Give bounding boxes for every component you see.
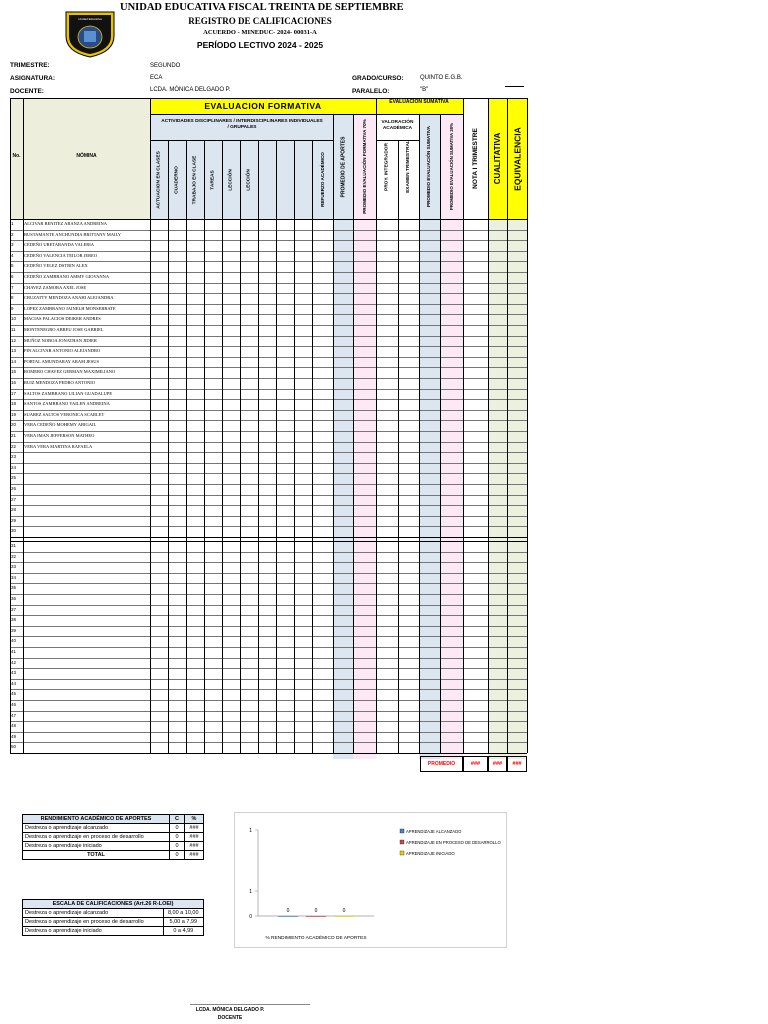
- student-name: CEDEÑO VALENCIA TEILOR JEREO: [24, 252, 98, 258]
- grid-hline: [10, 753, 527, 754]
- row-number: 30: [11, 528, 17, 534]
- col-integrator-header: PROY. INTEGRADOR: [384, 142, 389, 191]
- chart-legend-swatch: [400, 829, 404, 833]
- grid-hline: [10, 658, 527, 659]
- grid-hline: [10, 583, 527, 584]
- row-number: 44: [11, 680, 17, 686]
- teacher-label: DOCENTE:: [10, 88, 44, 95]
- scale-row: Destreza o aprendizaje alcanzado 8,00 a 10,00: [23, 909, 204, 918]
- row-number: 47: [11, 712, 17, 718]
- grid-hline: [10, 689, 527, 690]
- student-name: PORTAL AMUNDARAY ARAM JESUS: [24, 358, 100, 364]
- signature-name: LCDA. MÓNICA DELGADO P.: [195, 1007, 265, 1013]
- grid-vline: [398, 140, 399, 753]
- performance-row: Destreza o aprendizaje en proceso de desarrollo 0 ###: [23, 833, 204, 842]
- grid-hline: [10, 573, 527, 574]
- chart-legend-swatch: [400, 851, 404, 855]
- col-leccion2-header: LECCIÓN: [246, 168, 251, 191]
- col-actuacion-header: ACTUACION EN CLASES: [156, 150, 161, 209]
- scale-row: Destreza o aprendizaje iniciado 0 a 4,99: [23, 927, 204, 936]
- trimester-value: SEGUNDO: [150, 63, 181, 69]
- col-leccion1-header: LECCIÓN: [228, 168, 233, 191]
- grid-vline: [168, 140, 169, 753]
- grid-hline: [10, 495, 527, 496]
- grid-vline: [222, 140, 223, 753]
- svg-text:Unidad Educativa: Unidad Educativa: [78, 17, 102, 21]
- performance-col-pct: %: [185, 815, 204, 824]
- student-name: ROMERO CHAVEZ GERMAN MAXIMILIANO: [24, 369, 116, 375]
- grid-hline: [10, 605, 527, 606]
- period-text: PERÍODO LECTIVO 2024 - 2025: [196, 40, 324, 50]
- grid-hline: [10, 541, 527, 542]
- grid-hline: [10, 679, 527, 680]
- row-number: 1: [11, 221, 14, 226]
- scale-table: [22, 899, 204, 936]
- grid-hline: [10, 626, 527, 627]
- academic-valuation-header: VALORACIÓN ACADÉMICA: [381, 120, 414, 131]
- grade-label: GRADO/CURSO:: [352, 75, 404, 82]
- row-number: 42: [11, 659, 17, 665]
- performance-row: Destreza o aprendizaje iniciado 0 ###: [23, 842, 204, 851]
- row-number: 6: [11, 274, 14, 279]
- row-number: 4: [11, 252, 14, 258]
- trimester-label: TRIMESTRE:: [10, 62, 50, 69]
- row-number: 37: [11, 606, 17, 612]
- grid-vline: [186, 140, 187, 753]
- grid-hline: [10, 711, 527, 712]
- average-qualitative-value: ###: [488, 756, 507, 772]
- grid-vline: [376, 114, 377, 753]
- row-number: 19: [11, 411, 17, 417]
- chart-y-tick: 0: [249, 914, 252, 920]
- average-term-value: ###: [463, 756, 488, 772]
- teacher-value: LCDA. MÓNICA DELGADO P.: [150, 87, 231, 93]
- average-equivalence-value: ###: [507, 756, 527, 772]
- grid-hline: [10, 742, 527, 743]
- col-cuaderno-header: CUADERNO: [174, 165, 179, 194]
- grid-vline: [240, 140, 241, 753]
- signature-line: [190, 1004, 310, 1005]
- grid-vline: [419, 114, 420, 753]
- row-number: 25: [11, 475, 17, 481]
- grid-hline: [10, 647, 527, 648]
- chart-y-tick: 1: [249, 828, 252, 834]
- grid-vline: [294, 140, 295, 753]
- row-number: 21: [11, 433, 17, 438]
- grid-vline: [204, 140, 205, 753]
- row-number: 22: [11, 443, 17, 449]
- performance-col-c: C: [170, 815, 185, 824]
- row-number: 27: [11, 496, 17, 502]
- row-number: 16: [11, 380, 17, 385]
- nomina-header: NÓMINA: [76, 153, 97, 159]
- row-number: 41: [11, 649, 17, 654]
- grid-hline: [10, 452, 527, 453]
- chart-legend-swatch: [400, 840, 404, 844]
- grade-value: QUINTO E.G.B.: [420, 75, 463, 81]
- formative-title: EVALUACION FORMATIVA: [204, 101, 322, 111]
- performance-total-row: TOTAL 0 ###: [23, 851, 204, 860]
- chart-y-tick: 1: [249, 889, 252, 895]
- row-number: 13: [11, 348, 17, 354]
- student-name: CEDEÑO VELEZ DSTBIN ALEX: [24, 263, 88, 269]
- chart-data-label: 0: [314, 908, 318, 914]
- student-name: MUÑOZ NOBOA JONATHAN JIDIER: [24, 337, 97, 343]
- row-number: 12: [11, 337, 17, 343]
- agreement-text: ACUERDO - MINEDUC- 2024- 00031-A: [203, 29, 317, 36]
- grid-vline: [258, 140, 259, 753]
- student-name: VERA IMAN JEFFERSON MATHEO: [24, 433, 95, 438]
- row-number: 46: [11, 702, 17, 707]
- grid-hline: [10, 473, 527, 474]
- chart-legend-label: APRENDIZAJE INICIADO: [406, 851, 455, 856]
- grid-vline: [440, 114, 441, 753]
- student-name: CRUZATTY MENDOZA ANAHI ALEJANDRA: [24, 295, 114, 301]
- grid-hline: [10, 562, 527, 563]
- row-number: 48: [11, 723, 17, 729]
- row-number: 5: [11, 263, 14, 269]
- chart-data-label: 0: [286, 908, 290, 914]
- grid-hline: [10, 505, 527, 506]
- col-equivalence-header: EQUIVALENCIA: [512, 126, 522, 191]
- row-number: 39: [11, 627, 17, 633]
- row-number: 2: [11, 231, 14, 237]
- chart-bar: [306, 916, 326, 917]
- header-underline: [505, 86, 524, 87]
- student-name: VERA CEDEÑO MOHEMY ABIGAIL: [24, 422, 97, 428]
- row-number: 38: [11, 617, 17, 623]
- chart-title: % RENDIMIENTO ACADÉMICO DE APORTES: [265, 936, 367, 941]
- student-name: LOPEZ ZAMBRANO JAINELH MONSERRATE: [24, 305, 116, 311]
- row-number: 14: [11, 358, 17, 364]
- col-trabajo-header: TRABAJO EN CLASE: [192, 155, 197, 204]
- signature-role: DOCENTE: [217, 1015, 243, 1021]
- no-header: No.: [12, 153, 21, 159]
- student-name: RUIZ MENDOZA PEDRO ANTONIO: [24, 380, 96, 385]
- col-qualitative-header: CUALITATIVA: [493, 132, 502, 185]
- grid-vline: [463, 98, 464, 753]
- scale-row: Destreza o aprendizaje en proceso de desarrollo 5,00 a 7,99: [23, 918, 204, 927]
- grid-hline: [10, 721, 527, 722]
- summative-title: EVALUACION SUMATIVA: [389, 99, 449, 105]
- student-name: ALCIVAR BENITEZ ARANZA ANDREINA: [24, 221, 108, 226]
- grid-hline: [10, 484, 527, 485]
- row-number: 10: [11, 316, 17, 322]
- row-number: 20: [11, 422, 17, 428]
- grid-hline: [150, 140, 334, 141]
- col-tareas-header: TAREAS: [210, 169, 215, 190]
- grid-vline: [353, 114, 354, 753]
- grades-table: [10, 98, 527, 767]
- row-number: 40: [11, 638, 17, 644]
- performance-table: [22, 814, 204, 860]
- row-number: 35: [11, 585, 17, 591]
- col-avg-summative-header: PROMEDIO EVALUACIÓN SUMATIVA: [426, 126, 432, 207]
- student-name: BUSTAMANTE ANCHUNDIA BRITTANY MAILY: [24, 231, 122, 237]
- student-name: CEDEÑO URETABANDA VALERIA: [24, 242, 94, 248]
- grid-hline: [10, 732, 527, 733]
- grid-hline: [10, 537, 527, 538]
- grid-vline: [150, 98, 151, 753]
- grid-hline: [10, 98, 527, 99]
- row-number: 7: [11, 284, 14, 290]
- student-name: MONTENEGRO ABREU JOSE GABRIEL: [24, 327, 104, 332]
- grid-hline: [10, 700, 527, 701]
- row-number: 17: [11, 390, 17, 396]
- grid-vline: [312, 140, 313, 753]
- row-number: 34: [11, 574, 17, 580]
- grid-hline: [150, 114, 463, 115]
- row-number: 43: [11, 670, 17, 676]
- row-number: 11: [11, 327, 16, 332]
- row-number: 50: [11, 744, 17, 750]
- grid-hline: [10, 668, 527, 669]
- row-number: 28: [11, 507, 17, 513]
- row-number: 9: [11, 305, 14, 311]
- row-number: 31: [11, 543, 17, 548]
- school-logo-icon: [64, 10, 116, 58]
- row-number: 3: [11, 242, 14, 248]
- col-exam-header: EXAMEN TRIMESTRAL: [406, 140, 411, 193]
- student-name: SUAREZ SALTOS VERONICA SCARLET: [24, 411, 105, 417]
- student-name: SALTOS ZAMBRANO LILIAN GUADALUPE: [24, 390, 113, 396]
- grid-vline: [376, 98, 377, 114]
- student-name: PIN ALCIVAR ANTONIO ALEJANDRO: [24, 348, 101, 354]
- institution-title: UNIDAD EDUCATIVA FISCAL TREINTA DE SEPTIEMBRE: [120, 2, 404, 13]
- grid-vline: [488, 98, 489, 753]
- grid-vline: [527, 98, 528, 753]
- chart-legend-label: APRENDIZAJE EN PROCESO DE DESARROLLO: [406, 840, 501, 845]
- row-number: 29: [11, 517, 17, 523]
- row-number: 8: [11, 295, 14, 301]
- col-term-grade-header: NOTA I TRIMESTRE: [472, 128, 479, 189]
- chart-legend-label: APRENDIZAJE ALCANZADO: [406, 829, 462, 834]
- row-number: 49: [11, 733, 17, 739]
- student-name: CEDEÑO ZAMBRANO AMMY GIOVANNA: [24, 274, 110, 279]
- performance-chart: [234, 812, 507, 948]
- chart-bar: [334, 916, 354, 917]
- student-name: MACIAS PALACIOS DEIKER ANDRES: [24, 316, 101, 322]
- student-name: VERA VERA MARTINA RAFAELA: [24, 443, 93, 449]
- row-number: 36: [11, 596, 17, 601]
- average-label: PROMEDIO: [420, 756, 463, 772]
- grid-vline: [507, 98, 508, 753]
- row-number: 24: [11, 464, 17, 470]
- grid-vline: [276, 140, 277, 753]
- row-number: 15: [11, 369, 17, 375]
- row-number: 18: [11, 401, 17, 407]
- parallel-label: PARALELO:: [352, 88, 390, 95]
- chart-frame: [235, 813, 507, 948]
- chart-bar: [278, 916, 298, 917]
- subject-label: ASIGNATURA:: [10, 75, 56, 82]
- grid-hline: [10, 615, 527, 616]
- grid-hline: [10, 594, 527, 595]
- grid-hline: [10, 516, 527, 517]
- col-avg-contrib-header: PROMEDIO DE APORTES: [340, 136, 346, 197]
- register-title: REGISTRO DE CALIFICACIONES: [188, 16, 332, 26]
- grid-hline: [10, 636, 527, 637]
- grid-hline: [10, 552, 527, 553]
- student-name: SANTOS ZAMBRANO YAILEN ANDREINA: [24, 401, 110, 407]
- chart-data-label: 0: [342, 908, 346, 914]
- scale-title: ESCALA DE CALIFICACIONES (Art.26 R-LOEI): [23, 900, 204, 909]
- grid-hline: [10, 463, 527, 464]
- activities-header: ACTIVIDADES DISCIPLINARES / INTERDISCIPLINARES INDIVIDUALES / GRUPALES: [161, 119, 323, 130]
- row-number: 23: [11, 454, 17, 460]
- col-reinforcement-header: REFUERZO ACADÉMICO: [320, 152, 325, 207]
- grid-hline: [10, 526, 527, 527]
- grid-vline: [333, 114, 334, 753]
- performance-row: Destreza o aprendizaje alcanzado 0 ###: [23, 824, 204, 833]
- parallel-value: "B": [420, 87, 429, 93]
- col-avg-summative30-header: PROMEDIO EVALUACIÓN SUMATIVA 30%: [448, 122, 454, 211]
- student-name: CHAVEZ ZAMORA AXEL JOSE: [24, 284, 87, 290]
- row-number: 33: [11, 564, 17, 570]
- row-number: 32: [11, 553, 17, 559]
- subject-value: ECA: [150, 75, 163, 81]
- performance-title: RENDIMIENTO ACADÉMICO DE APORTES: [23, 815, 170, 824]
- row-number: 26: [11, 486, 17, 491]
- col-avg-formative-header: PROMEDIO EVALUACIÓN FORMATIVA 70%: [361, 119, 367, 214]
- row-number: 45: [11, 691, 17, 697]
